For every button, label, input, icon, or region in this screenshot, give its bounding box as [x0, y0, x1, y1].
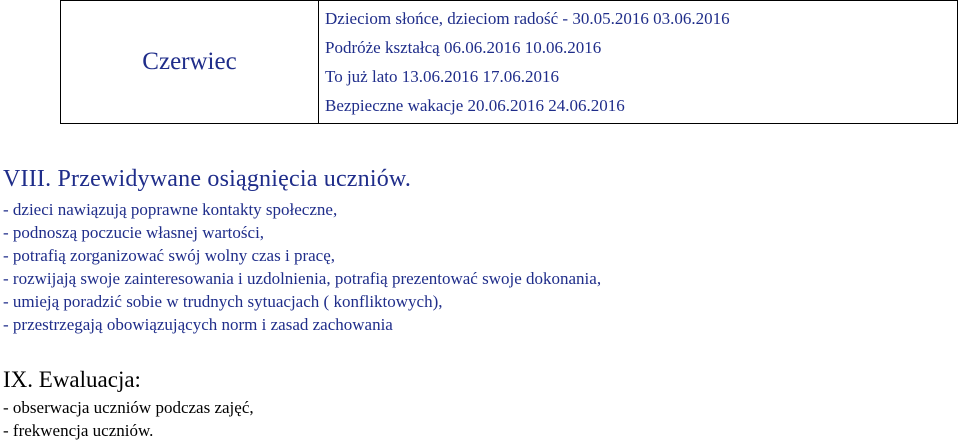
list-item: - dzieci nawiązują poprawne kontakty społeczne,: [3, 200, 338, 219]
evaluation-list: [3, 396, 254, 442]
list-item: - umieją poradzić sobie w trudnych sytuacjach ( konfliktowych),: [3, 292, 443, 311]
list-item: - przestrzegają obowiązujących norm i zasad zachowania: [3, 315, 393, 334]
topic-line: Bezpieczne wakacje 20.06.2016 24.06.2016: [325, 96, 625, 115]
topics-cell: [319, 1, 958, 124]
list-item: - podnoszą poczucie własnej wartości,: [3, 223, 265, 242]
schedule-row: [61, 1, 958, 124]
outcomes-list: [3, 198, 601, 336]
topic-line: To już lato 13.06.2016 17.06.2016: [325, 67, 559, 86]
list-item: - obserwacja uczniów podczas zajęć,: [3, 398, 254, 417]
schedule-table: [60, 0, 958, 124]
list-item: - rozwijają swoje zainteresowania i uzdolnienia, potrafią prezentować swoje dokonania,: [3, 269, 602, 288]
list-item: - frekwencja uczniów.: [3, 421, 154, 440]
section-viii-heading: VIII. Przewidywane osiągnięcia uczniów.: [3, 166, 412, 192]
month-label: Czerwiec: [61, 1, 319, 124]
topic-line: Podróże kształcą 06.06.2016 10.06.2016: [325, 38, 602, 57]
section-ix-heading: IX. Ewaluacja:: [3, 367, 141, 392]
list-item: - potrafią zorganizować swój wolny czas i pracę,: [3, 246, 335, 265]
topic-line: Dzieciom słońce, dzieciom radość - 30.05.2016 03.06.2016: [325, 9, 730, 28]
